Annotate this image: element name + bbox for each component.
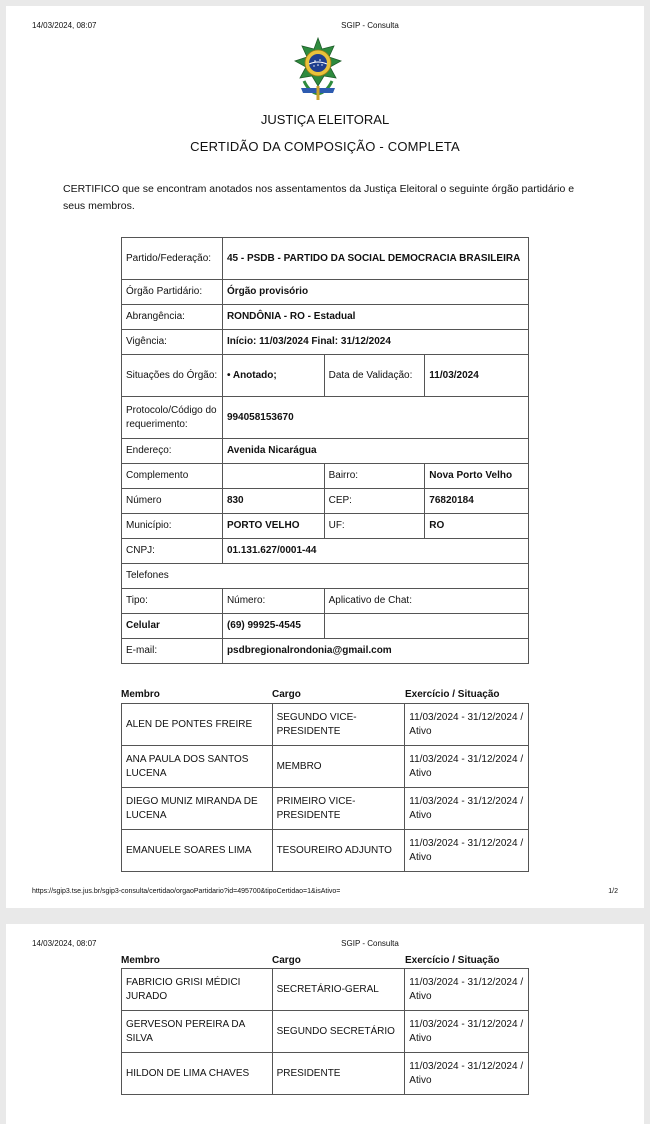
- member-role: PRIMEIRO VICE-PRESIDENTE: [272, 788, 405, 830]
- table-row: [122, 830, 529, 872]
- orgao-label: Órgão Partidário:: [122, 280, 223, 305]
- member-status: 11/03/2024 - 31/12/2024 / Ativo: [405, 704, 529, 746]
- member-name: EMANUELE SOARES LIMA: [122, 830, 273, 872]
- members-table-page2: [121, 968, 529, 1095]
- cep-value: 76820184: [425, 489, 529, 514]
- bairro-value: Nova Porto Velho: [425, 464, 529, 489]
- vigencia-value: Início: 11/03/2024 Final: 31/12/2024: [222, 330, 528, 355]
- table-row: [122, 704, 529, 746]
- situacoes-value: • Anotado;: [222, 355, 324, 397]
- member-status: 11/03/2024 - 31/12/2024 / Ativo: [405, 1053, 529, 1095]
- member-role: TESOUREIRO ADJUNTO: [272, 830, 405, 872]
- telefones-label: Telefones: [122, 564, 529, 589]
- footer-page-number: 1/2: [608, 888, 618, 895]
- member-role: SECRETÁRIO-GERAL: [272, 969, 405, 1011]
- member-name: ALEN DE PONTES FREIRE: [122, 704, 273, 746]
- footer-url: https://sgip3.tse.jus.br/sgip3-consulta/certidao/orgaoPartidario?id=495700&tipoCertidao=1&isAtivo=: [32, 888, 341, 895]
- member-status: 11/03/2024 - 31/12/2024 / Ativo: [405, 788, 529, 830]
- header-title: SGIP - Consulta: [341, 21, 399, 30]
- tel-app: [324, 614, 528, 639]
- protocolo-label: Protocolo/Código do requerimento:: [122, 397, 223, 439]
- header-datetime: 14/03/2024, 08:07: [32, 21, 97, 30]
- cnpj-value: 01.131.627/0001-44: [222, 539, 528, 564]
- member-role: SEGUNDO VICE-PRESIDENTE: [272, 704, 405, 746]
- abrangencia-value: RONDÔNIA - RO - Estadual: [222, 305, 528, 330]
- endereco-value: Avenida Nicarágua: [222, 439, 528, 464]
- member-name: HILDON DE LIMA CHAVES: [122, 1053, 273, 1095]
- tel-numero: (69) 99925-4545: [222, 614, 324, 639]
- validacao-label: Data de Validação:: [324, 355, 425, 397]
- protocolo-value: 994058153670: [222, 397, 528, 439]
- email-label: E-mail:: [122, 639, 223, 664]
- member-status: 11/03/2024 - 31/12/2024 / Ativo: [405, 1011, 529, 1053]
- document-title: JUSTIÇA ELEITORAL: [260, 112, 390, 127]
- orgao-value: Órgão provisório: [222, 280, 528, 305]
- member-status: 11/03/2024 - 31/12/2024 / Ativo: [405, 830, 529, 872]
- cep-label: CEP:: [324, 489, 425, 514]
- tipo-label: Tipo:: [122, 589, 223, 614]
- situacoes-label: Situações do Órgão:: [122, 355, 223, 397]
- partido-label: Partido/Federação:: [122, 238, 223, 280]
- member-status: 11/03/2024 - 31/12/2024 / Ativo: [405, 746, 529, 788]
- municipio-value: PORTO VELHO: [222, 514, 324, 539]
- member-status: 11/03/2024 - 31/12/2024 / Ativo: [405, 969, 529, 1011]
- col-header-cargo: Cargo: [272, 689, 301, 700]
- col-header-exercicio: Exercício / Situação: [405, 689, 500, 700]
- email-value: psdbregionalrondonia@gmail.com: [222, 639, 528, 664]
- vigencia-label: Vigência:: [122, 330, 223, 355]
- table-row: [122, 1053, 529, 1095]
- table-row: [122, 746, 529, 788]
- bairro-label: Bairro:: [324, 464, 425, 489]
- uf-label: UF:: [324, 514, 425, 539]
- aplicativo-label: Aplicativo de Chat:: [324, 589, 528, 614]
- col-header-cargo: Cargo: [272, 955, 301, 966]
- member-name: DIEGO MUNIZ MIRANDA DE LUCENA: [122, 788, 273, 830]
- endereco-label: Endereço:: [122, 439, 223, 464]
- member-name: GERVESON PEREIRA DA SILVA: [122, 1011, 273, 1053]
- municipio-label: Município:: [122, 514, 223, 539]
- numero-label: Número: [122, 489, 223, 514]
- col-header-membro: Membro: [121, 689, 160, 700]
- partido-value: 45 - PSDB - PARTIDO DA SOCIAL DEMOCRACIA BRASILEIRA: [222, 238, 528, 280]
- validacao-value: 11/03/2024: [425, 355, 529, 397]
- member-name: ANA PAULA DOS SANTOS LUCENA: [122, 746, 273, 788]
- header-title: SGIP - Consulta: [341, 939, 399, 948]
- complemento-label: Complemento: [122, 464, 223, 489]
- document-page-1: [6, 6, 644, 908]
- table-row: [122, 1011, 529, 1053]
- uf-value: RO: [425, 514, 529, 539]
- tel-tipo: Celular: [122, 614, 223, 639]
- numero-value: 830: [222, 489, 324, 514]
- cnpj-label: CNPJ:: [122, 539, 223, 564]
- member-role: SEGUNDO SECRETÁRIO: [272, 1011, 405, 1053]
- abrangencia-label: Abrangência:: [122, 305, 223, 330]
- document-subtitle: CERTIDÃO DA COMPOSIÇÃO - COMPLETA: [190, 139, 460, 154]
- header-datetime: 14/03/2024, 08:07: [32, 939, 97, 948]
- complemento-value: [222, 464, 324, 489]
- member-role: MEMBRO: [272, 746, 405, 788]
- col-header-exercicio: Exercício / Situação: [405, 955, 500, 966]
- document-page-2: [6, 924, 644, 1124]
- members-table-page1: [121, 703, 529, 872]
- brazil-coat-of-arms-icon: [291, 36, 345, 102]
- party-info-table: [121, 237, 529, 664]
- member-role: PRESIDENTE: [272, 1053, 405, 1095]
- numero-tel-label: Número:: [222, 589, 324, 614]
- intro-paragraph: CERTIFICO que se encontram anotados nos assentamentos da Justiça Eleitoral o seguinte órgão partidário e seus membros.: [63, 183, 575, 212]
- table-row: [122, 969, 529, 1011]
- col-header-membro: Membro: [121, 955, 160, 966]
- table-row: [122, 788, 529, 830]
- member-name: FABRICIO GRISI MÉDICI JURADO: [122, 969, 273, 1011]
